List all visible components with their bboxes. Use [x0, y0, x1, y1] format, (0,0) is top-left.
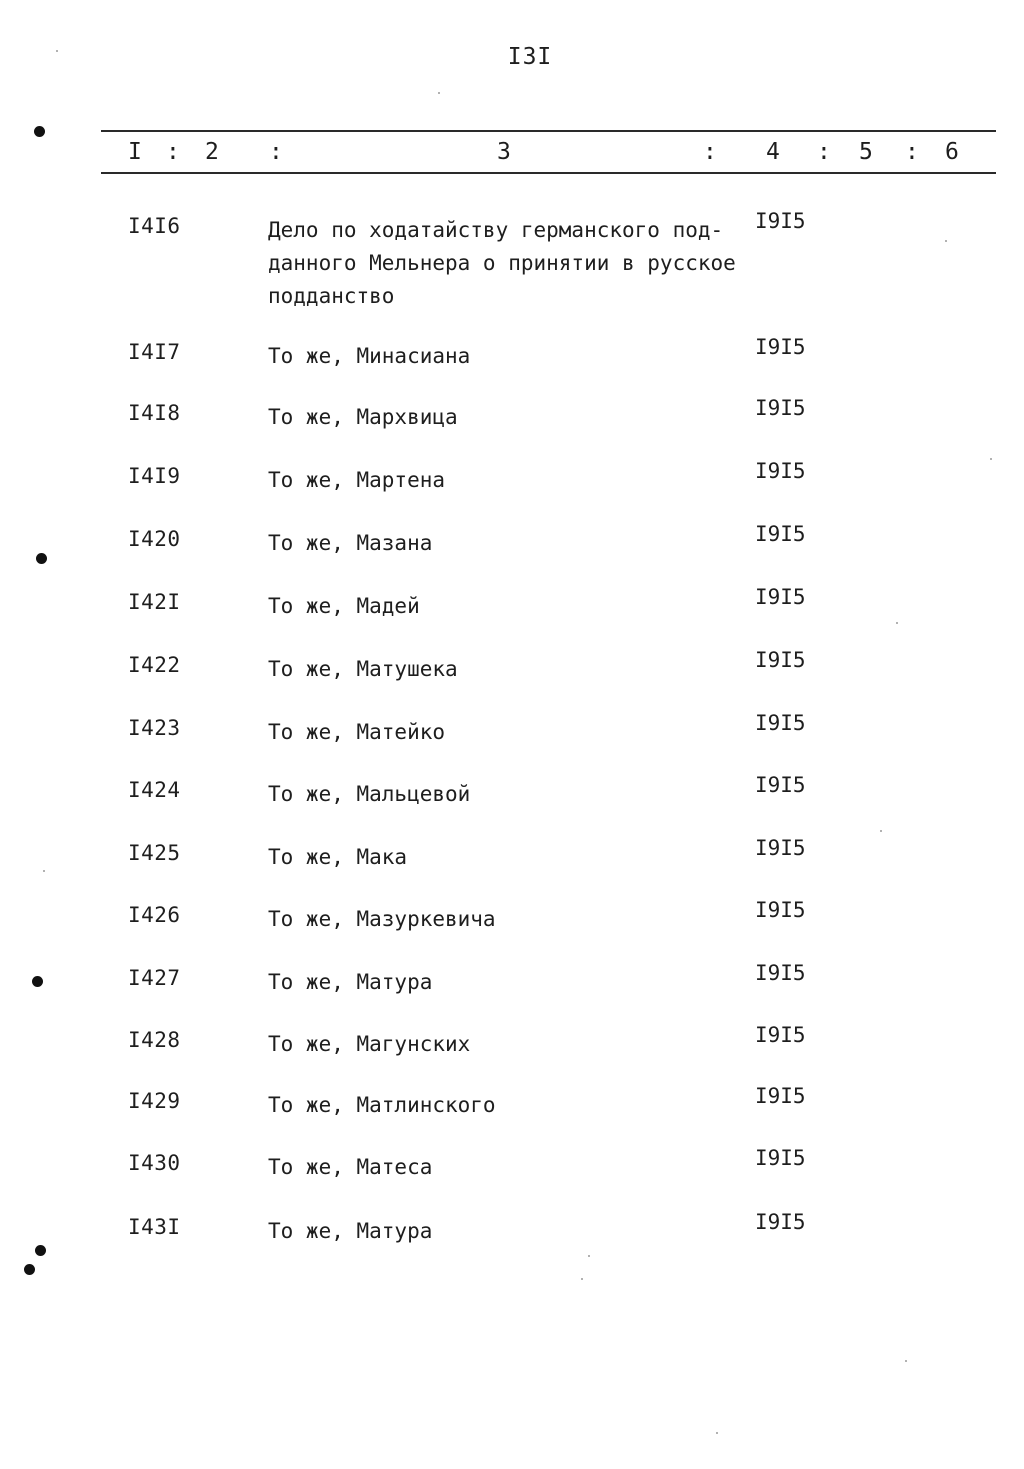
punch-hole-mark	[24, 1264, 35, 1275]
file-year: I9I5	[755, 459, 806, 483]
file-title: То же, Матура	[268, 1219, 433, 1243]
file-title: То же, Мархвица	[268, 405, 458, 429]
file-title: То же, Мазуркевича	[268, 907, 496, 931]
file-year: I9I5	[755, 335, 806, 359]
file-number: I429	[128, 1089, 181, 1113]
file-year: I9I5	[755, 396, 806, 420]
column-header-3: 3	[497, 139, 511, 165]
file-title: То же, Матеса	[268, 1155, 433, 1179]
file-year: I9I5	[755, 209, 806, 233]
file-title: То же, Мартена	[268, 468, 446, 492]
file-number: I425	[128, 841, 181, 865]
scan-speck	[581, 1278, 583, 1280]
file-year: I9I5	[755, 648, 806, 672]
column-header-separator: :	[703, 139, 717, 165]
punch-hole-mark	[35, 1245, 46, 1256]
file-number: I423	[128, 716, 181, 740]
scan-speck	[588, 1255, 590, 1257]
file-year: I9I5	[755, 1210, 806, 1234]
file-title: То же, Матура	[268, 970, 433, 994]
file-title: То же, Магунских	[268, 1032, 471, 1056]
file-year: I9I5	[755, 836, 806, 860]
file-number: I422	[128, 653, 181, 677]
file-year: I9I5	[755, 1084, 806, 1108]
file-year: I9I5	[755, 585, 806, 609]
column-header-separator: :	[166, 139, 180, 165]
file-number: I420	[128, 527, 181, 551]
page-number: I3I	[507, 44, 553, 70]
punch-hole-mark	[34, 126, 45, 137]
scan-speck	[56, 50, 58, 52]
scan-speck	[990, 458, 992, 460]
file-number: I430	[128, 1151, 181, 1175]
file-number: I426	[128, 903, 181, 927]
file-number: I43I	[128, 1215, 181, 1239]
scan-speck	[945, 240, 947, 242]
file-title: Дело по ходатайству германского под- данного Мельнера о принятии в русское подданство	[268, 218, 736, 308]
file-number: I4I6	[128, 214, 181, 238]
file-title: То же, Мака	[268, 845, 408, 869]
column-header-6: 6	[945, 139, 959, 165]
file-number: I42I	[128, 590, 181, 614]
file-year: I9I5	[755, 522, 806, 546]
file-title: То же, Минасиана	[268, 344, 471, 368]
file-year: I9I5	[755, 773, 806, 797]
file-year: I9I5	[755, 1146, 806, 1170]
column-header-4: 4	[766, 139, 780, 165]
column-header-2: 2	[205, 139, 219, 165]
file-year: I9I5	[755, 711, 806, 735]
scan-speck	[880, 830, 882, 832]
file-number: I427	[128, 966, 181, 990]
header-bottom-rule	[101, 172, 996, 174]
column-header-separator: :	[905, 139, 919, 165]
file-number: I4I9	[128, 464, 181, 488]
column-header-separator: :	[817, 139, 831, 165]
column-header-separator: :	[269, 139, 283, 165]
file-year: I9I5	[755, 1023, 806, 1047]
scan-speck	[438, 92, 440, 94]
file-title: То же, Матейко	[268, 720, 446, 744]
scan-speck	[716, 1432, 718, 1434]
column-header-1: I	[128, 139, 142, 165]
file-title: То же, Матушека	[268, 657, 458, 681]
file-title: То же, Мальцевой	[268, 782, 471, 806]
header-top-rule	[101, 130, 996, 132]
file-title: То же, Матлинского	[268, 1093, 496, 1117]
file-number: I4I8	[128, 401, 181, 425]
file-number: I424	[128, 778, 181, 802]
file-number: I4I7	[128, 340, 181, 364]
punch-hole-mark	[32, 976, 43, 987]
column-header-5: 5	[859, 139, 873, 165]
punch-hole-mark	[36, 553, 47, 564]
file-year: I9I5	[755, 898, 806, 922]
file-title: То же, Мазана	[268, 531, 433, 555]
scan-speck	[43, 870, 45, 872]
scan-speck	[905, 1360, 907, 1362]
file-number: I428	[128, 1028, 181, 1052]
scan-speck	[896, 622, 898, 624]
file-year: I9I5	[755, 961, 806, 985]
file-title: То же, Мадей	[268, 594, 420, 618]
